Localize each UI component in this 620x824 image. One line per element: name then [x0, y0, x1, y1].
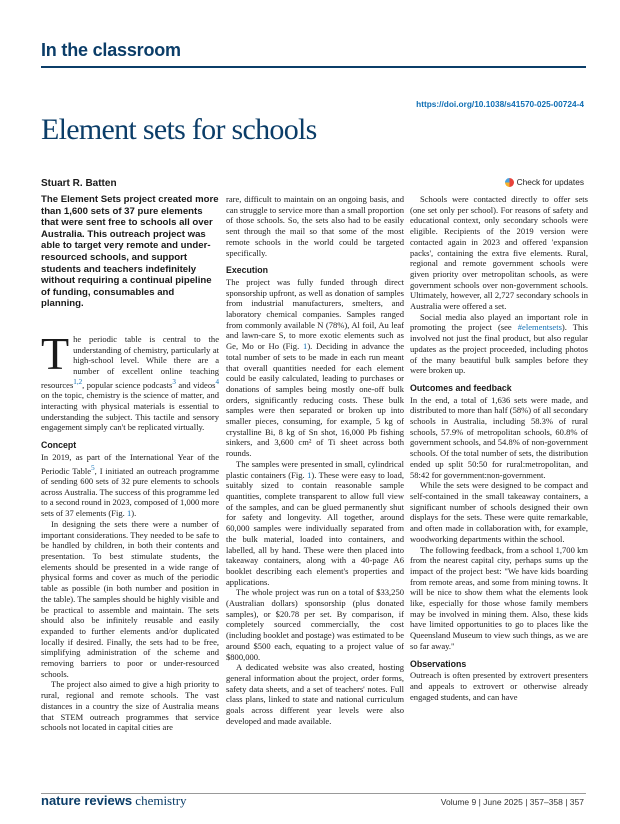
- ref-link[interactable]: 1,2: [73, 377, 83, 386]
- heading-execution: Execution: [226, 265, 269, 276]
- heading-outcomes: Outcomes and feedback: [410, 382, 512, 393]
- ref-link[interactable]: 3: [172, 377, 176, 386]
- article-title: Element sets for schools: [41, 113, 317, 146]
- execution-paragraph-1: The project was fully funded through direct sponsorship upfront, as well as donation of samples from industrial manufacturers, smelters, and laboratory chemical companies. Samples ranged from commonly available N (78%), Al foil, Au leaf and lawn-care S, to more exotic elements such as Ge, Mo or Ho (Fig. 1). Deciding in advance the total number of sets to be made in each run meant that overall quantities needed for each element could be easily calculated, leading to purchases or donations of samples being mostly one-off bulk orders, significantly reducing costs. These bulk samples were then separated or broken up into smaller pieces, consuming, for example, 5 kg of crystalline Bi, 8 kg of Sn shot, 16,000 Pb fishing sinkers, and 3,600 cm² of Ti sheet across both rounds.: [226, 276, 404, 459]
- intro-text-c: and videos: [175, 379, 216, 390]
- column-2: [226, 194, 404, 726]
- check-updates-button[interactable]: [505, 177, 584, 187]
- standfirst: The Element Sets project created more than 1,600 sets of 37 pure elements that were sent free to schools all over Australia. This outreach project was able to target very remote and under-resourced schools, and support students and teachers indefinitely without requiring a continual pipeline of funding, consumables and planning.: [41, 194, 219, 310]
- intro-text-d: on the topic, chemistry is the science of matter, and interacting with physical materials is essential to understanding the subject. This tactile and sensory engagement simply can't be replicated virtually.: [41, 390, 219, 433]
- figure-link[interactable]: 1: [303, 341, 308, 352]
- drop-cap: T: [41, 327, 70, 379]
- execution-paragraph-4: A dedicated website was also created, hosting general information about the project, order forms, safety data sheets, and a set of teachers' notes. Full class plans, linked to state and national curriculum goals across different year levels were also developed and made available.: [226, 662, 404, 726]
- ref-link[interactable]: 5: [91, 463, 95, 472]
- header-rule: [41, 66, 586, 68]
- figure-link[interactable]: 1: [307, 469, 312, 480]
- execution-paragraph-2: The samples were presented in small, cylindrical plastic containers (Fig. 1). These were easy to load, suitably sized to contain reasonable sample quantities, complete transparent to allow full view of the samples, and can be glued permanently shut for safety and longevity. All together, around 60,000 samples were individually separated from the bulk material, loaded into containers, and labelled, all by hand. These were then placed into takeaway containers, along with a 40-page A6 booklet describing each element's properties and applications.: [226, 458, 404, 587]
- author-name: Stuart R. Batten: [41, 178, 117, 189]
- outcomes-paragraph-2: While the sets were designed to be compact and self-contained in the small takeaway containers, a significant number of schools designed their own displays for the sets. These were quite remarkable, and often made in collaboration with, for example, woodworking departments within the school.: [410, 480, 588, 544]
- concept-paragraph-1: In 2019, as part of the International Year of the Periodic Table$^5$, I initiated an outreach programme of sending 600 sets of 32 pure elements to schools across Australia. The success of this programme led to a second round in 2023, composed of 1,000 more sets of 37 elements (Fig. 1).: [41, 451, 220, 519]
- concept-paragraph-2: In designing the sets there were a number of important considerations. They needed to be safe to be handled by children, in both their contents and presentation. To best stimulate students, the elements should be presented in a wide range of physical forms and cover as much of the periodic table as possible (in both number and position in the table). The samples should be highly visible and be practical to assemble and maintain. The sets should also be infinitely reusable and easily expanded to further elements and/or duplicated locally if desired. Finally, the sets had to be free, simplifying administration of the scheme and removing barriers to poor or under-resourced schools.: [41, 518, 219, 679]
- col3-paragraph-1: Social media also played an important role in promoting the project (see #elementsets). This involved not just the final product, but also regular updates as the project proceeded, including photos of the many beautiful bulk samples before they were broken up.: [410, 311, 588, 376]
- intro-text-b: , popular science podcasts: [82, 379, 173, 390]
- journal-logo: nature reviews chemistry: [41, 793, 187, 808]
- crossmark-icon: [505, 178, 514, 187]
- heading-observations: Observations: [410, 658, 467, 669]
- observations-paragraph-1: Outreach is often presented by extrovert presenters and appeals to extrovert or otherwise already engaged students, and can have: [410, 670, 588, 702]
- heading-concept: Concept: [41, 440, 77, 451]
- column-1: [41, 194, 219, 733]
- concept-paragraph-3: The project also aimed to give a high priority to rural, regional and remote schools. The vast distances in a country the size of Australia means that STEM outreach programmes that service schools not located in capital cities are: [41, 679, 219, 733]
- outcomes-paragraph-1: In the end, a total of 1,636 sets were made, and distributed to more than half (58%) of all secondary schools in Australia, including 58.3% of rural schools, 57.9% of metropolitan schools, 60.8% of government schools, and 54.8% of non-government schools. Of the total number of sets, the distribution ended up split 50:50 for rural:metropolitan, and 58:42 for government:non-government.: [410, 394, 588, 480]
- intro-paragraph: [41, 327, 219, 433]
- col2-paragraph-0: rare, difficult to maintain on an ongoing basis, and can struggle to service more than a small proportion of those schools. So, the sets also had to be easily sent through the mail so that some of the most remote schools in the world could be targeted specifically.: [226, 194, 405, 258]
- hashtag-link[interactable]: #elementsets: [517, 322, 562, 333]
- column-3: [410, 194, 588, 702]
- intro-text-a: he periodic table is central to the understanding of chemistry, particularly at high-school level. While there are a number of excellent online teaching resources: [41, 333, 219, 390]
- figure-link[interactable]: 1: [126, 508, 132, 519]
- check-updates-label: Check for updates: [516, 177, 584, 187]
- outcomes-paragraph-3: The following feedback, from a school 1,700 km from the nearest capital city, perhaps sums up the impact of the project best: "We have kids boarding from remote areas, and some from mining towns. It will be nice to show them what the elements look like, especially for those whose family members may be involved in mining them. Also, these kids have limited opportunities to go to places like the Queensland Museum to view such things, as we are so far away.": [410, 544, 588, 651]
- doi-link[interactable]: https://doi.org/10.1038/s41570-025-00724-4: [416, 99, 584, 109]
- section-label: In the classroom: [41, 40, 181, 60]
- volume-info: Volume 9 | June 2025 | 357–358 | 357: [440, 797, 584, 807]
- ref-link[interactable]: 4: [215, 377, 219, 386]
- execution-paragraph-3: The whole project was run on a total of $33,250 (Australian dollars) sponsorship (plus donated samples), or $20.78 per set. By comparison, if completely sourced commercially, the cost (including booklet and postage) was estimated to be around $500 each, equating to a project value of $800,000.: [226, 587, 404, 662]
- col3-paragraph-0: Schools were contacted directly to offer sets (one set only per school). For reasons of safety and educational context, only secondary schools were eligible. Recipients of the 2019 version were contacted again in 2023 and offered 'expansion packs', containing the extra five elements. Rural, regional and remote government schools were given priority over metropolitan schools, as were government schools over non-government schools. Ultimately, however, all 2,727 secondary schools in Australia were offered a set.: [410, 194, 588, 312]
